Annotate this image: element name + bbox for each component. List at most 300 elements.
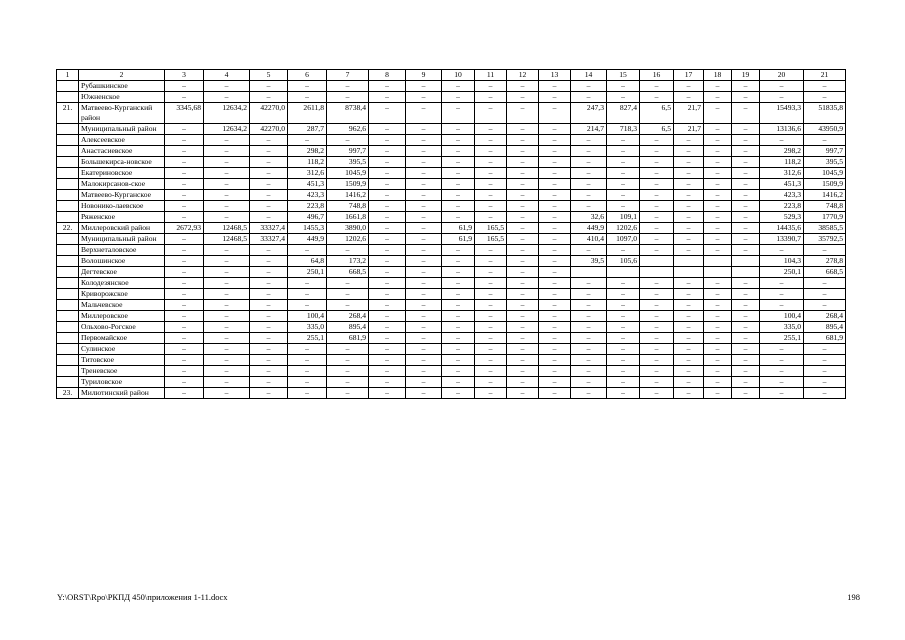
table-cell: –: [442, 333, 475, 344]
table-row: [57, 103, 846, 124]
table-cell: –: [571, 366, 607, 377]
table-cell: –: [674, 190, 704, 201]
table-cell: –: [327, 81, 369, 92]
table-row: [57, 311, 846, 322]
table-cell: –: [640, 234, 674, 245]
table-cell: –: [475, 344, 507, 355]
table-cell: 173,2: [327, 256, 369, 267]
table-cell: 8738,4: [327, 103, 369, 124]
table-cell: –: [571, 201, 607, 212]
table-cell: –: [250, 300, 288, 311]
column-header: 4: [204, 70, 250, 81]
table-row: [57, 333, 846, 344]
table-row: [57, 344, 846, 355]
table-cell: –: [507, 190, 539, 201]
table-cell: –: [640, 344, 674, 355]
table-cell: –: [406, 135, 442, 146]
table-cell: 35792,5: [804, 234, 846, 245]
table-row: [57, 289, 846, 300]
table-cell: –: [369, 377, 406, 388]
table-cell: –: [475, 333, 507, 344]
table-body: [57, 70, 846, 399]
table-cell: –: [250, 333, 288, 344]
table-cell: –: [539, 212, 571, 223]
table-cell: –: [406, 179, 442, 190]
table-cell: –: [288, 92, 327, 103]
table-cell: –: [760, 300, 804, 311]
table-cell: –: [406, 190, 442, 201]
table-cell: –: [204, 278, 250, 289]
row-name: Первомайское: [79, 333, 165, 344]
table-cell: 312,6: [288, 168, 327, 179]
table-cell: –: [406, 234, 442, 245]
table-cell: –: [442, 103, 475, 124]
table-cell: –: [732, 311, 760, 322]
table-cell: –: [442, 344, 475, 355]
table-cell: –: [165, 168, 204, 179]
table-cell: –: [369, 179, 406, 190]
table-cell: –: [804, 388, 846, 399]
table-row: [57, 212, 846, 223]
table-cell: –: [475, 168, 507, 179]
table-cell: 1416,2: [804, 190, 846, 201]
table-cell: –: [250, 201, 288, 212]
table-cell: –: [732, 212, 760, 223]
table-cell: –: [327, 377, 369, 388]
table-cell: –: [165, 201, 204, 212]
table-cell: –: [607, 311, 640, 322]
table-cell: –: [732, 201, 760, 212]
table-cell: –: [165, 135, 204, 146]
table-cell: 105,6: [607, 256, 640, 267]
table-cell: 38585,5: [804, 223, 846, 234]
table-cell: –: [165, 92, 204, 103]
table-cell: [704, 267, 732, 278]
row-number: [57, 92, 79, 103]
table-cell: –: [804, 92, 846, 103]
table-cell: –: [507, 201, 539, 212]
table-cell: 12468,5: [204, 234, 250, 245]
table-cell: –: [732, 179, 760, 190]
table-cell: 21,7: [674, 103, 704, 124]
table-cell: –: [674, 92, 704, 103]
table-cell: –: [640, 355, 674, 366]
table-cell: 12468,5: [204, 223, 250, 234]
column-header: 18: [704, 70, 732, 81]
table-row: [57, 157, 846, 168]
table-cell: –: [250, 388, 288, 399]
table-cell: –: [539, 81, 571, 92]
table-cell: –: [204, 81, 250, 92]
table-cell: –: [475, 355, 507, 366]
table-cell: –: [406, 146, 442, 157]
table-cell: –: [406, 311, 442, 322]
table-cell: –: [640, 157, 674, 168]
table-cell: –: [288, 245, 327, 256]
table-cell: –: [539, 300, 571, 311]
table-cell: –: [571, 300, 607, 311]
table-cell: –: [369, 234, 406, 245]
table-cell: –: [165, 322, 204, 333]
table-cell: 109,1: [607, 212, 640, 223]
table-row: [57, 300, 846, 311]
table-cell: –: [369, 146, 406, 157]
table-row: [57, 201, 846, 212]
table-cell: –: [507, 333, 539, 344]
table-cell: –: [442, 179, 475, 190]
table-cell: –: [406, 92, 442, 103]
row-number: [57, 344, 79, 355]
table-cell: –: [165, 300, 204, 311]
table-cell: –: [539, 377, 571, 388]
table-row: [57, 267, 846, 278]
table-cell: –: [288, 135, 327, 146]
table-cell: –: [704, 344, 732, 355]
table-cell: –: [406, 355, 442, 366]
table-cell: –: [539, 344, 571, 355]
table-cell: –: [674, 179, 704, 190]
table-cell: –: [607, 81, 640, 92]
table-cell: –: [674, 311, 704, 322]
table-cell: –: [704, 366, 732, 377]
row-name: Матвеево-Курганский район: [79, 103, 165, 124]
table-cell: –: [674, 245, 704, 256]
table-cell: –: [674, 355, 704, 366]
header-row: [57, 70, 846, 81]
table-cell: –: [571, 146, 607, 157]
table-cell: –: [204, 333, 250, 344]
column-header: 16: [640, 70, 674, 81]
table-cell: 827,4: [607, 103, 640, 124]
table-cell: –: [674, 333, 704, 344]
row-name: Рубашкинское: [79, 81, 165, 92]
table-cell: –: [250, 311, 288, 322]
table-cell: –: [204, 157, 250, 168]
table-cell: 997,7: [804, 146, 846, 157]
table-cell: –: [732, 245, 760, 256]
table-cell: –: [250, 278, 288, 289]
table-cell: –: [406, 267, 442, 278]
table-cell: –: [607, 157, 640, 168]
table-cell: 395,5: [804, 157, 846, 168]
table-cell: –: [288, 289, 327, 300]
table-cell: –: [327, 278, 369, 289]
table-cell: –: [760, 388, 804, 399]
table-cell: [640, 267, 674, 278]
table-cell: –: [507, 300, 539, 311]
table-row: [57, 355, 846, 366]
table-cell: –: [640, 311, 674, 322]
table-cell: 997,7: [327, 146, 369, 157]
page-number: 198: [847, 592, 860, 602]
table-cell: –: [804, 355, 846, 366]
table-cell: –: [204, 92, 250, 103]
row-number: [57, 234, 79, 245]
table-cell: –: [607, 355, 640, 366]
table-cell: –: [704, 322, 732, 333]
table-cell: –: [204, 190, 250, 201]
table-cell: –: [406, 300, 442, 311]
table-cell: –: [704, 223, 732, 234]
table-cell: –: [674, 377, 704, 388]
table-cell: –: [732, 81, 760, 92]
table-cell: –: [704, 355, 732, 366]
row-number: [57, 256, 79, 267]
table-cell: 6,5: [640, 103, 674, 124]
table-cell: –: [442, 322, 475, 333]
table-cell: 118,2: [760, 157, 804, 168]
table-cell: 529,3: [760, 212, 804, 223]
table-cell: –: [607, 179, 640, 190]
table-cell: –: [369, 168, 406, 179]
table-cell: –: [507, 366, 539, 377]
table-cell: –: [760, 278, 804, 289]
table-cell: [571, 267, 607, 278]
table-cell: –: [507, 103, 539, 124]
table-cell: 15493,3: [760, 103, 804, 124]
table-cell: –: [442, 278, 475, 289]
table-cell: –: [732, 289, 760, 300]
table-cell: –: [475, 278, 507, 289]
table-cell: –: [406, 289, 442, 300]
table-cell: –: [204, 377, 250, 388]
table-cell: –: [327, 388, 369, 399]
table-cell: –: [760, 81, 804, 92]
table-cell: –: [369, 289, 406, 300]
table-cell: 42270,0: [250, 103, 288, 124]
table-cell: –: [539, 311, 571, 322]
table-cell: –: [607, 289, 640, 300]
table-cell: –: [288, 344, 327, 355]
table-cell: –: [507, 234, 539, 245]
table-cell: –: [369, 388, 406, 399]
table-cell: –: [204, 256, 250, 267]
table-cell: –: [507, 223, 539, 234]
table-cell: –: [442, 81, 475, 92]
table-cell: –: [732, 300, 760, 311]
table-cell: –: [539, 355, 571, 366]
table-cell: –: [369, 103, 406, 124]
table-cell: –: [442, 168, 475, 179]
table-cell: –: [406, 245, 442, 256]
table-cell: –: [607, 344, 640, 355]
table-cell: –: [507, 322, 539, 333]
table-cell: –: [760, 289, 804, 300]
row-number: [57, 124, 79, 135]
table-cell: 962,6: [327, 124, 369, 135]
table-cell: –: [165, 157, 204, 168]
row-number: [57, 245, 79, 256]
column-header: 9: [406, 70, 442, 81]
column-header: 5: [250, 70, 288, 81]
table-cell: –: [539, 256, 571, 267]
table-cell: –: [640, 201, 674, 212]
table-cell: 1416,2: [327, 190, 369, 201]
table-cell: 118,2: [288, 157, 327, 168]
row-name: Волошинское: [79, 256, 165, 267]
table-cell: –: [327, 355, 369, 366]
column-header: 8: [369, 70, 406, 81]
table-cell: –: [406, 366, 442, 377]
table-cell: –: [442, 212, 475, 223]
table-cell: [704, 256, 732, 267]
table-cell: –: [760, 245, 804, 256]
table-row: [57, 179, 846, 190]
table-cell: –: [704, 333, 732, 344]
table-cell: –: [165, 366, 204, 377]
row-name: Мальчевское: [79, 300, 165, 311]
table-cell: –: [507, 377, 539, 388]
table-cell: 255,1: [760, 333, 804, 344]
table-cell: –: [607, 322, 640, 333]
table-cell: –: [475, 190, 507, 201]
table-cell: –: [475, 322, 507, 333]
footer-file-path: Y:\ORST\Rpo\РКПД 450\приложения 1-11.docx: [57, 592, 228, 602]
row-name: Треневское: [79, 366, 165, 377]
table-cell: –: [250, 212, 288, 223]
table-cell: –: [674, 212, 704, 223]
table-cell: –: [732, 146, 760, 157]
table-cell: –: [250, 267, 288, 278]
table-cell: –: [327, 135, 369, 146]
row-number: [57, 300, 79, 311]
table-cell: 1770,9: [804, 212, 846, 223]
table-cell: –: [607, 146, 640, 157]
table-cell: 1045,9: [327, 168, 369, 179]
table-cell: 250,1: [760, 267, 804, 278]
table-cell: 451,3: [288, 179, 327, 190]
table-cell: –: [674, 289, 704, 300]
table-cell: –: [204, 135, 250, 146]
row-number: [57, 366, 79, 377]
table-cell: 410,4: [571, 234, 607, 245]
table-cell: –: [288, 388, 327, 399]
table-cell: 895,4: [327, 322, 369, 333]
table-cell: 21,7: [674, 124, 704, 135]
table-cell: –: [475, 300, 507, 311]
table-cell: –: [204, 311, 250, 322]
row-name: Южненское: [79, 92, 165, 103]
table-cell: 423,3: [288, 190, 327, 201]
table-cell: –: [607, 190, 640, 201]
table-cell: –: [539, 92, 571, 103]
column-header: 3: [165, 70, 204, 81]
table-cell: –: [204, 146, 250, 157]
table-cell: –: [539, 168, 571, 179]
column-header: 11: [475, 70, 507, 81]
table-cell: –: [539, 289, 571, 300]
table-cell: –: [369, 245, 406, 256]
table-cell: –: [204, 179, 250, 190]
table-cell: –: [640, 300, 674, 311]
table-cell: 223,8: [760, 201, 804, 212]
table-cell: –: [288, 377, 327, 388]
table-cell: –: [704, 103, 732, 124]
table-cell: –: [704, 377, 732, 388]
table-cell: [674, 256, 704, 267]
table-cell: 3890,0: [327, 223, 369, 234]
table-cell: –: [165, 344, 204, 355]
table-cell: –: [760, 92, 804, 103]
table-cell: 61,9: [442, 234, 475, 245]
table-cell: –: [640, 146, 674, 157]
table-cell: –: [640, 278, 674, 289]
table-cell: –: [507, 179, 539, 190]
table-row: [57, 190, 846, 201]
table-cell: –: [442, 190, 475, 201]
table-cell: –: [204, 322, 250, 333]
row-name: Миллеровское: [79, 311, 165, 322]
table-cell: –: [607, 245, 640, 256]
table-cell: –: [507, 92, 539, 103]
table-row: [57, 377, 846, 388]
table-cell: –: [640, 223, 674, 234]
table-cell: –: [539, 157, 571, 168]
column-header: 2: [79, 70, 165, 81]
table-cell: –: [369, 300, 406, 311]
table-cell: 451,3: [760, 179, 804, 190]
table-cell: –: [704, 278, 732, 289]
table-cell: 2672,93: [165, 223, 204, 234]
table-cell: 247,3: [571, 103, 607, 124]
table-cell: –: [804, 81, 846, 92]
table-cell: –: [369, 190, 406, 201]
table-row: [57, 135, 846, 146]
table-cell: –: [165, 388, 204, 399]
table-cell: –: [327, 344, 369, 355]
data-table: [56, 69, 846, 399]
table-cell: –: [288, 278, 327, 289]
table-cell: –: [165, 267, 204, 278]
table-cell: –: [674, 322, 704, 333]
table-cell: –: [804, 344, 846, 355]
table-cell: –: [250, 179, 288, 190]
table-row: [57, 388, 846, 399]
table-cell: 14435,6: [760, 223, 804, 234]
table-cell: –: [507, 146, 539, 157]
table-cell: –: [539, 234, 571, 245]
table-row: [57, 256, 846, 267]
table-cell: –: [571, 333, 607, 344]
table-cell: 12634,2: [204, 124, 250, 135]
table-cell: –: [539, 179, 571, 190]
table-cell: 223,8: [288, 201, 327, 212]
table-cell: –: [607, 366, 640, 377]
table-cell: –: [442, 311, 475, 322]
row-name: Криворожское: [79, 289, 165, 300]
row-name: Екатериновское: [79, 168, 165, 179]
table-cell: –: [760, 366, 804, 377]
table-cell: –: [369, 124, 406, 135]
table-cell: –: [704, 234, 732, 245]
table-cell: –: [406, 388, 442, 399]
table-cell: –: [640, 289, 674, 300]
table-cell: 1661,8: [327, 212, 369, 223]
table-cell: –: [165, 190, 204, 201]
table-cell: –: [204, 267, 250, 278]
table-cell: –: [369, 256, 406, 267]
table-cell: 1509,9: [327, 179, 369, 190]
table-cell: –: [288, 300, 327, 311]
table-cell: –: [475, 81, 507, 92]
table-cell: [732, 256, 760, 267]
table-cell: –: [406, 212, 442, 223]
table-cell: –: [475, 146, 507, 157]
table-cell: –: [732, 223, 760, 234]
table-cell: –: [250, 344, 288, 355]
table-cell: –: [674, 201, 704, 212]
table-cell: –: [539, 190, 571, 201]
